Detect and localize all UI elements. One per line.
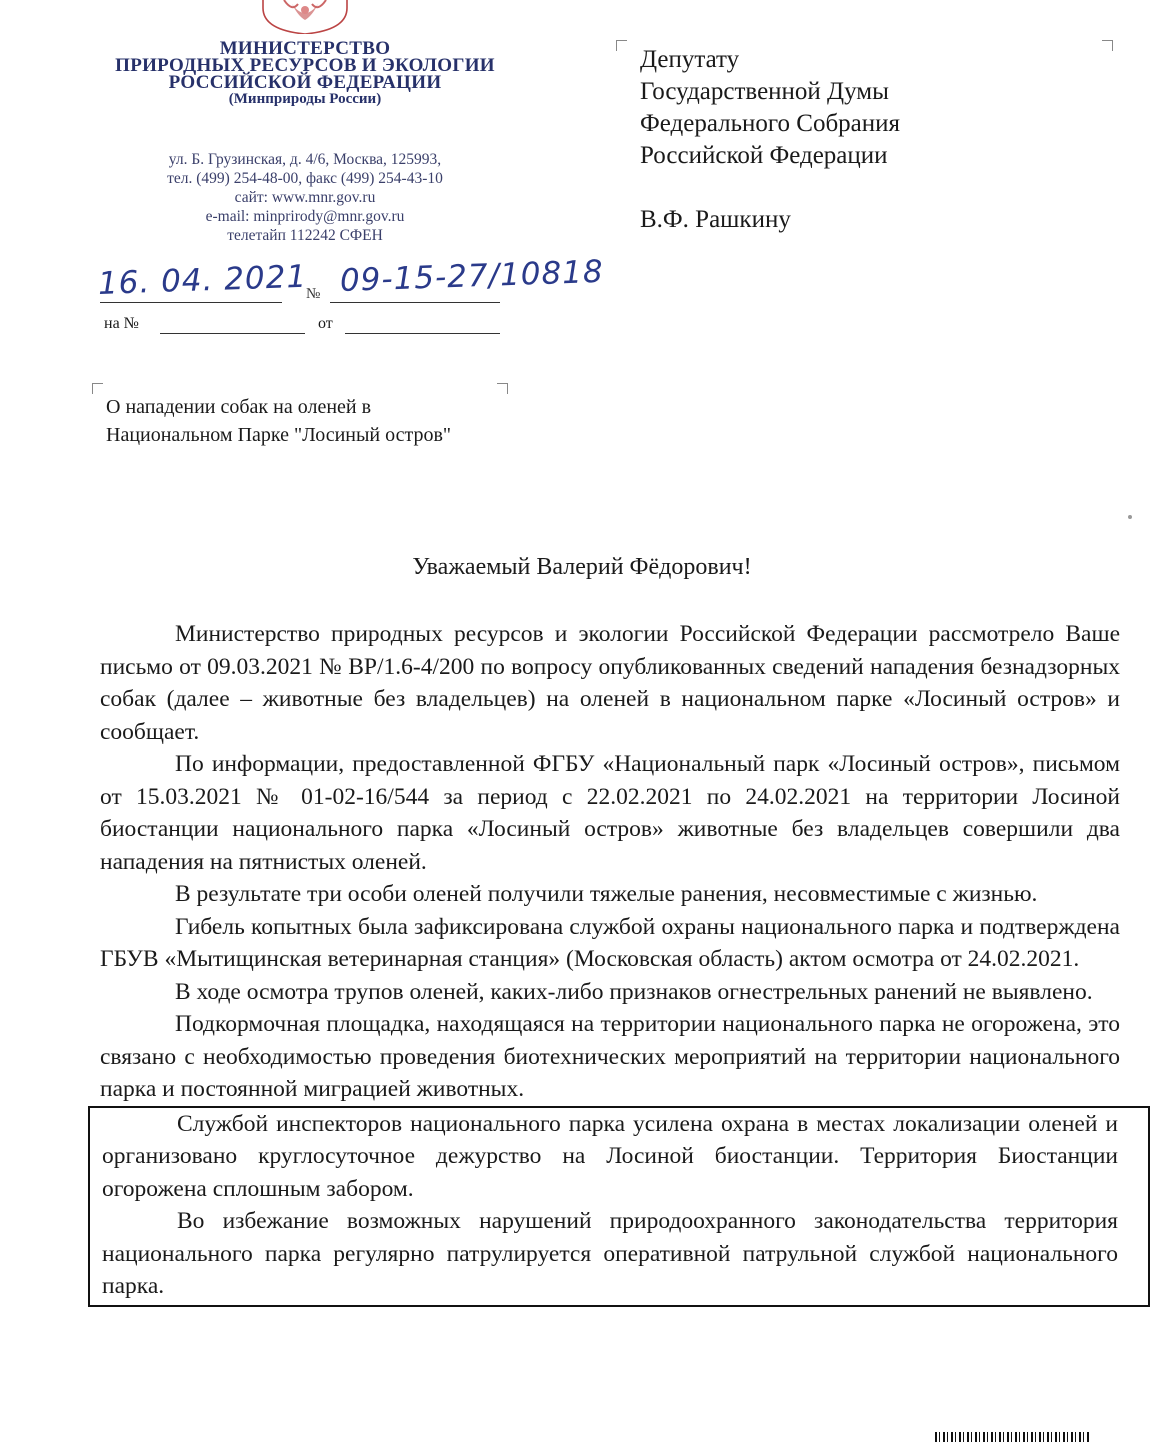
ministry-name-line: ПРИРОДНЫХ РЕСУРСОВ И ЭКОЛОГИИ — [115, 55, 495, 76]
number-underline — [330, 302, 500, 303]
letter-date: 16. 04. 2021 — [97, 258, 308, 302]
subject-corner-mark — [497, 383, 508, 394]
barcode — [935, 1432, 1090, 1442]
salutation: Уважаемый Валерий Фёдорович! — [412, 554, 752, 580]
contact-address: ул. Б. Грузинская, д. 4/6, Москва, 125993, — [168, 151, 442, 168]
addressee-line: Государственной Думы — [640, 78, 889, 105]
addressee-line: Федерального Собрания — [640, 110, 901, 137]
letter-subject: О нападении собак на оленей в Национальном Парке "Лосиный остров" — [106, 396, 452, 446]
body-paragraph: В результате три особи оленей получили тяжелые ранения, несовместимые с жизнью. — [175, 881, 1038, 907]
reply-date-label: от — [318, 315, 333, 332]
letter-number: 09-15-27/10818 — [339, 253, 605, 299]
addressee-line: Российской Федерации — [640, 142, 888, 169]
scan-speck — [1128, 515, 1132, 519]
reply-date-line — [345, 333, 500, 334]
number-sign: № — [306, 286, 321, 302]
reply-to-line — [160, 333, 305, 334]
date-underline — [100, 302, 282, 303]
contact-website: сайт: www.mnr.gov.ru — [234, 189, 376, 206]
highlighted-box — [88, 1106, 1150, 1307]
ministry-name-line: РОССИЙСКОЙ ФЕДЕРАЦИИ — [168, 72, 442, 93]
addressee-corner-mark — [1102, 40, 1113, 51]
contact-teletype: телетайп 112242 СФЕН — [227, 227, 383, 244]
reply-to-label: на № — [104, 315, 139, 332]
subject-corner-mark — [92, 383, 103, 394]
contact-email: e-mail: minprirody@mnr.gov.ru — [205, 208, 405, 225]
body-paragraph: Подкормочная площадка, находящаяся на территории национального парка не огорожена, это связано с необходимостью проведения биотехнических мероприятий на территории национального парка и постоянной миграцией животных. — [100, 1011, 1120, 1102]
coat-of-arms-icon — [262, 0, 348, 34]
ministry-header — [80, 40, 530, 108]
addressee-name: В.Ф. Рашкину — [640, 206, 791, 233]
addressee-line: Депутату — [640, 46, 740, 73]
body-paragraph: В ходе осмотра трупов оленей, каких-либо признаков огнестрельных ранений не выявлено. — [175, 978, 1093, 1005]
body-paragraph: Службой инспекторов национального парка усилена охрана в местах локализации оленей и организовано круглосуточное дежурство на Лосиной биостанции. Территория Биостанции огорожена сплошным забором. — [102, 1110, 1118, 1202]
body-paragraph: Во избежание возможных нарушений природоохранного законодательства территория национального парка регулярно патрулируется оперативной патрульной службой национального парка. — [102, 1208, 1118, 1299]
body-paragraph: Министерство природных ресурсов и экологии Российской Федерации рассмотрело Ваше письмо от 09.03.2021 № ВР/1.6-4/200 по вопросу опубликованных сведений нападения безнадзорных собак (далее – животные без владельцев) на оленей в национальном парке «Лосиный остров» и сообщает. — [100, 621, 1120, 745]
body-paragraph: Гибель копытных была зафиксирована службой охраны национального парка и подтверждена ГБУВ «Мытищинская ветеринарная станция» (Московская область) актом осмотра от 24.02.2021. — [100, 913, 1120, 972]
ministry-short-name: (Минприроды России) — [228, 91, 382, 107]
addressee-block — [640, 44, 900, 236]
ministry-contacts — [100, 150, 510, 245]
ministry-name-line: МИНИСТЕРСТВО — [219, 38, 391, 59]
contact-phone: тел. (499) 254-48-00, факс (499) 254-43-10 — [167, 170, 443, 187]
body-paragraph: По информации, предоставленной ФГБУ «Национальный парк «Лосиный остров», письмом от 15.03.2021 № 01-02-16/544 за период с 22.02.2021 по 24.02.2021 на территории Лосиной биостанции национального парка «Лосиный остров» животные без владельцев совершили два нападения на пятнистых оленей. — [100, 751, 1120, 875]
addressee-corner-mark — [616, 40, 627, 51]
letter-body — [100, 618, 1120, 1307]
